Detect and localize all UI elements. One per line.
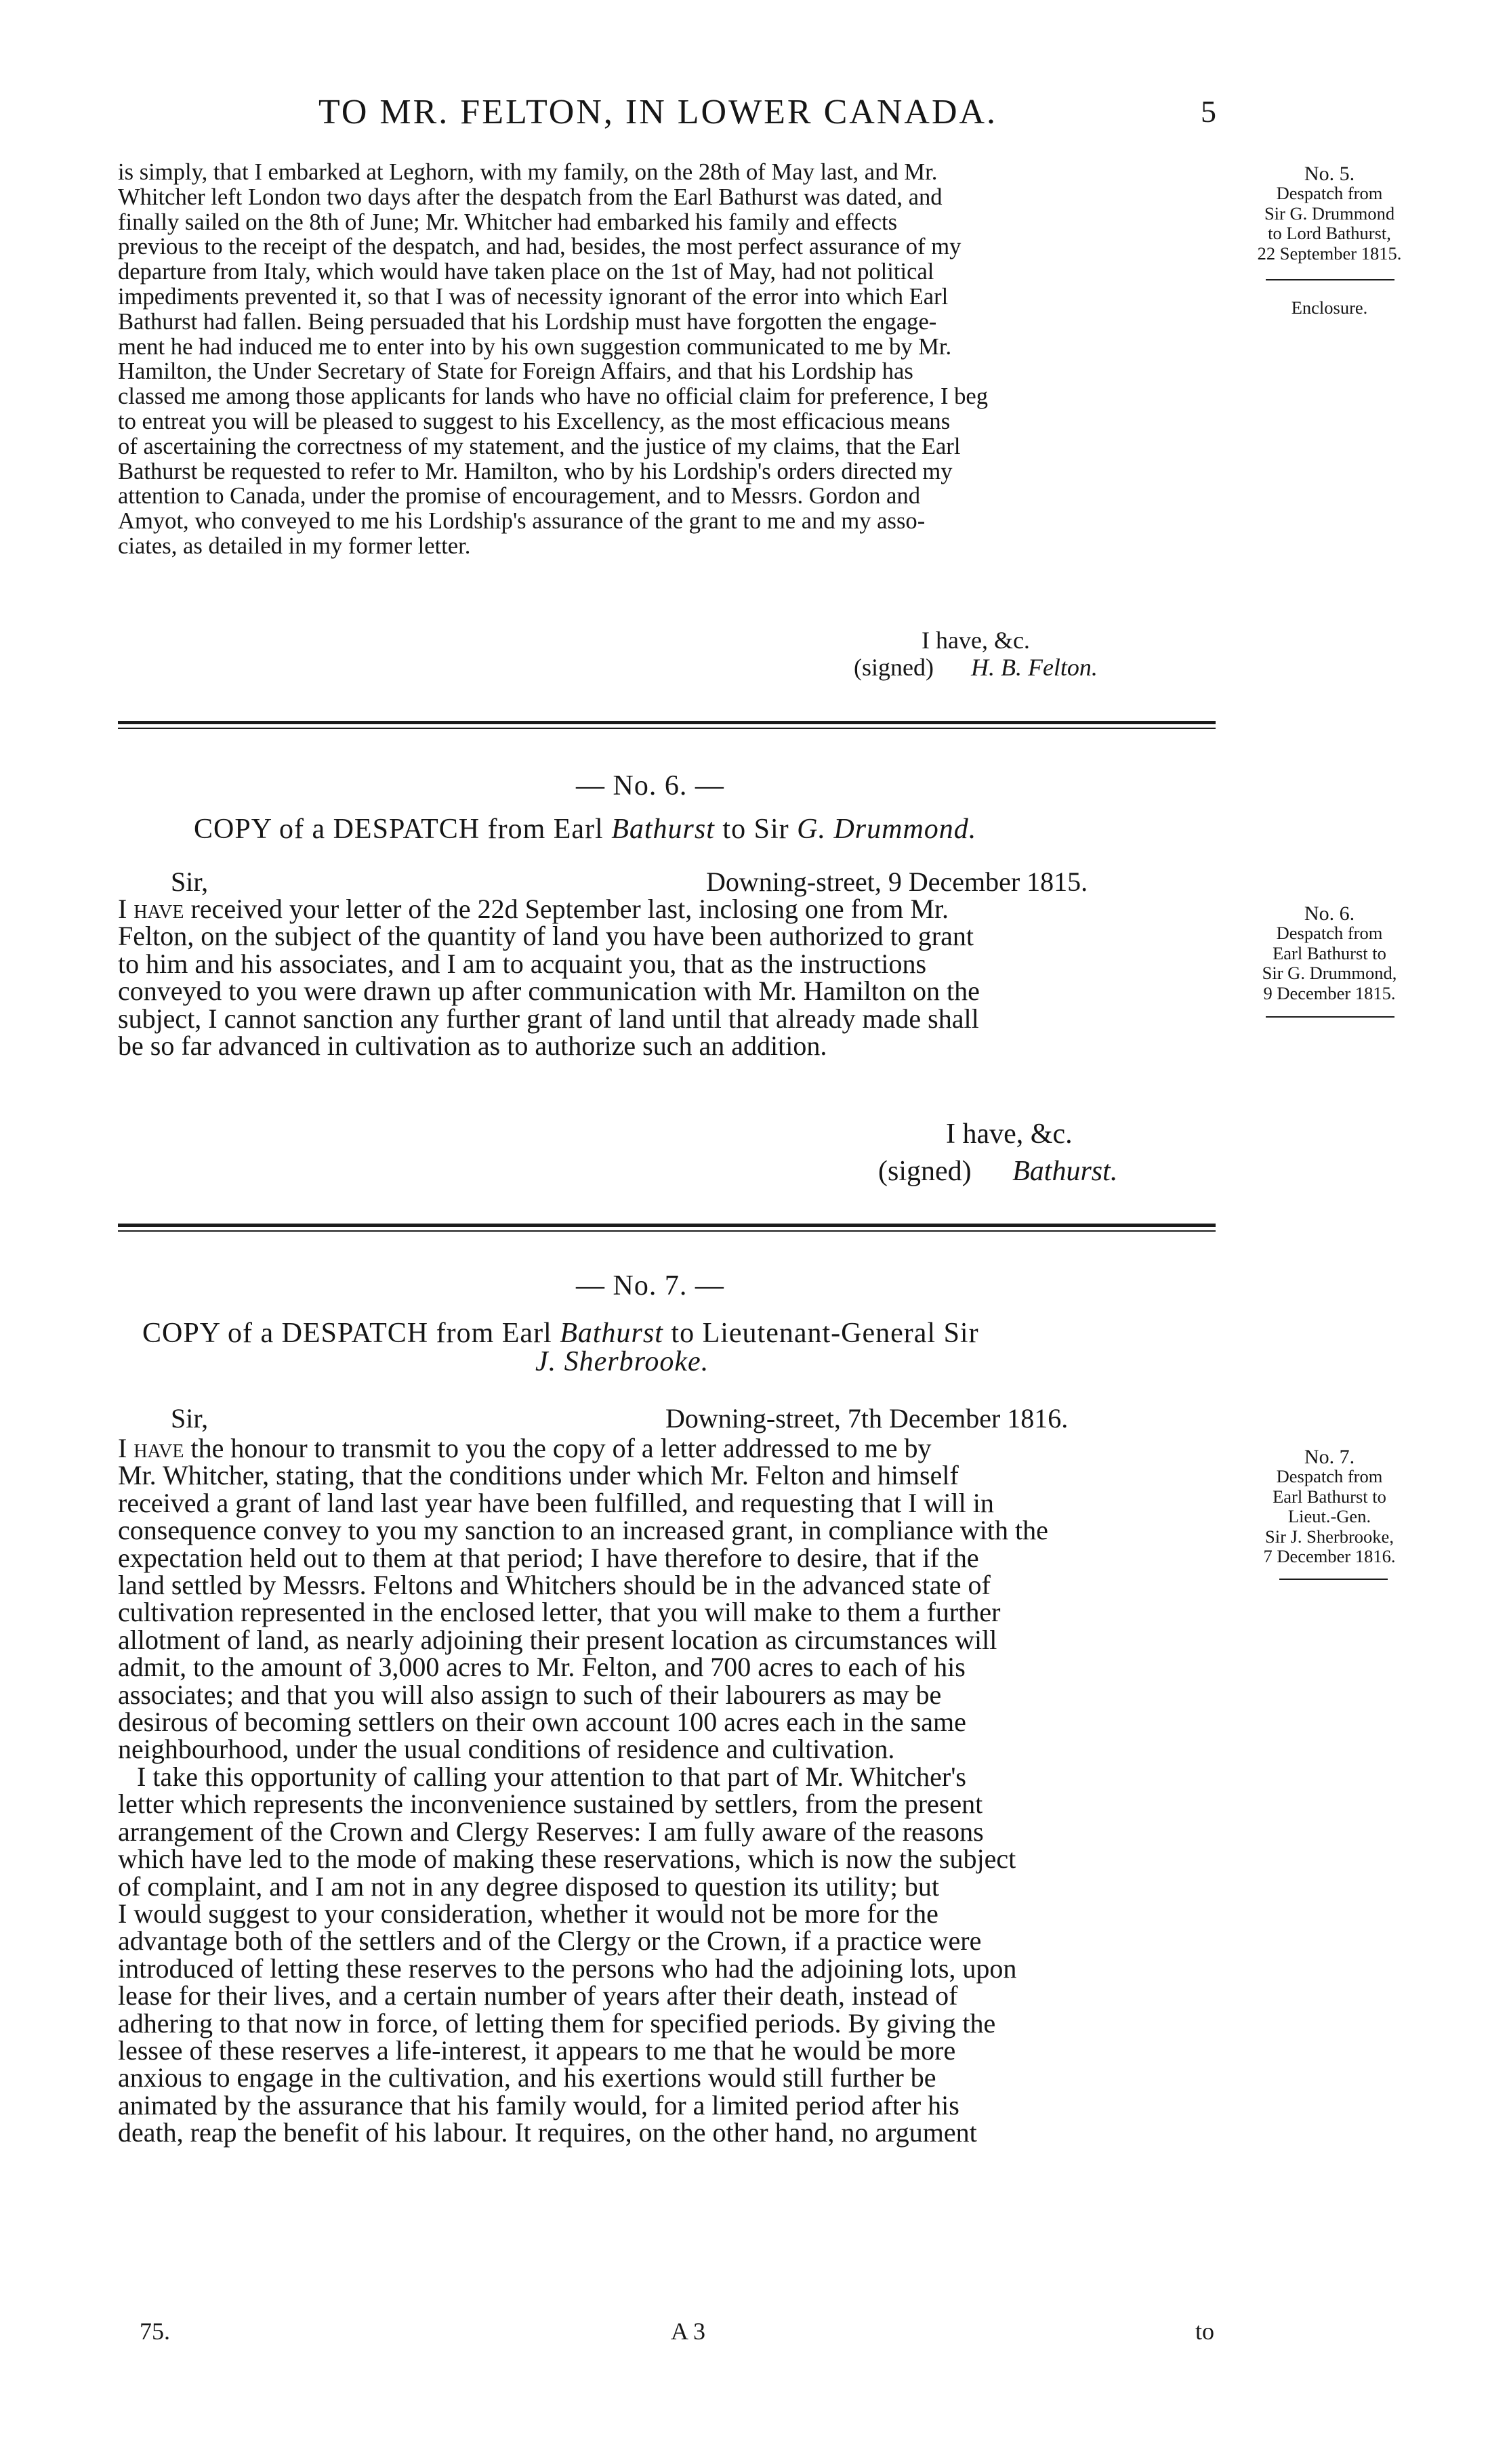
signature-mark: A 3 [671, 2318, 706, 2345]
section-6-closing: I have, &c. [946, 1119, 1073, 1150]
margin-note-line: to Lord Bathurst, [1268, 223, 1391, 244]
text-line: introduced of letting these reserves to the persons who had the adjoining lots, upon [118, 1953, 1017, 1984]
section-5-signature-line [854, 653, 1098, 682]
text-line [118, 896, 1213, 923]
text-line: to entreat you will be pleased to suggest to his Excellency, as the most efficacious means [118, 408, 951, 434]
text-line: of complaint, and I am not in any degree disposed to question its utility; but [118, 1871, 940, 1902]
heading-text: COPY of a DESPATCH from Earl [142, 1318, 552, 1349]
text-line: Hamilton, the Under Secretary of State for Foreign Affairs, and that his Lordship has [118, 358, 913, 385]
text-line: of ascertaining the correctness of my statement, and the justice of my claims, that the Earl [118, 433, 961, 459]
text-line: finally sailed on the 8th of June; Mr. Whitcher had embarked his family and effects [118, 209, 898, 235]
section-5-closing: I have, &c. [922, 627, 1030, 654]
heading-text: to Sir [722, 814, 789, 845]
text-line: is simply, that I embarked at Leghorn, with my family, on the 28th of May last, and Mr. [118, 159, 938, 185]
text-line: Amyot, who conveyed to me his Lordship's assurance of the grant to me and my asso- [118, 508, 926, 535]
text-line: cultivation represented in the enclosed letter, that you will make to them a further [118, 1597, 1001, 1628]
margin-divider [1266, 279, 1394, 280]
margin-note-line: 9 December 1815. [1263, 982, 1396, 1003]
text-line: allotment of land, as nearly adjoining their present location as circumstances will [118, 1624, 997, 1655]
margin-divider [1279, 1579, 1388, 1580]
heading-person: G. Drummond. [797, 814, 977, 845]
text-line: lease for their lives, and a certain number of years after their death, instead of [118, 1980, 958, 2011]
text-line: Bathurst be requested to refer to Mr. Hamilton, who by his Lordship's orders directed my [118, 458, 953, 484]
heading-person: J. Sherbrooke. [535, 1346, 709, 1377]
text-line: I would suggest to your consideration, whether it would not be more for the [118, 1898, 938, 1929]
text-line: desirous of becoming settlers on their own account 100 acres each in the same [118, 1707, 966, 1738]
text-line: impediments prevented it, so that I was of necessity ignorant of the error into which Earl [118, 283, 949, 310]
text-line: letter which represents the inconvenience sustained by settlers, from the present [118, 1789, 983, 1820]
text-line: arrangement of the Crown and Clergy Reserves: I am fully aware of the reasons [118, 1816, 984, 1847]
text-line: associates; and that you will also assign to such of their labourers as may be [118, 1679, 942, 1710]
section-5-body [118, 160, 1213, 559]
text-fragment: received your letter of the 22d September last, inclosing one from Mr. [190, 894, 949, 924]
margin-note-number: No. 6. [1304, 902, 1355, 925]
text-line: which have led to the mode of making these reservations, which is now the subject [118, 1843, 1016, 1875]
document-heading-6 [194, 813, 976, 845]
margin-note-line: Sir J. Sherbrooke, [1265, 1526, 1394, 1547]
heading-person: Bathurst [611, 814, 715, 845]
text-line: I take this opportunity of calling your attention to that part of Mr. Whitcher's [137, 1761, 966, 1792]
salutation-7: Sir, [171, 1403, 209, 1434]
text-fragment: the honour to transmit to you the copy of a letter addressed to me by [190, 1433, 932, 1463]
text-line: Whitcher left London two days after the despatch from the Earl Bathurst was dated, and [118, 184, 943, 210]
document-number-6: — No. 6. — [576, 770, 724, 801]
margin-note-line: Lieut.-Gen. [1287, 1506, 1371, 1527]
running-title: TO MR. FELTON, IN LOWER CANADA. [318, 93, 998, 131]
text-line: land settled by Messrs. Feltons and Whitchers should be in the advanced state of [118, 1570, 991, 1601]
folio-number: 75. [140, 2318, 170, 2345]
margin-note-7 [1228, 1447, 1431, 1566]
margin-note-6 [1228, 904, 1431, 1003]
catchword: to [1195, 2318, 1215, 2345]
margin-note-line: 7 December 1816. [1263, 1546, 1396, 1567]
text-line: ment he had induced me to enter into by his own suggestion communicated to me by Mr. [118, 333, 952, 360]
text-line: departure from Italy, which would have taken place on the 1st of May, had not political [118, 259, 934, 285]
opening-word: I have [118, 1433, 184, 1463]
margin-note-line: Earl Bathurst to [1273, 1486, 1386, 1507]
margin-note-line: Sir G. Drummond [1264, 203, 1395, 224]
section-divider [118, 1224, 1216, 1227]
page-number: 5 [1201, 94, 1216, 129]
text-line: Felton, on the subject of the quantity of land you have been authorized to grant [118, 921, 974, 952]
text-line: conveyed to you were drawn up after communication with Mr. Hamilton on the [118, 976, 980, 1007]
margin-note-line: Sir G. Drummond, [1262, 963, 1397, 984]
text-line: subject, I cannot sanction any further grant of land until that already made shall [118, 1003, 979, 1034]
margin-note-line: Despatch from [1276, 183, 1383, 204]
dateline-7: Downing-street, 7th December 1816. [665, 1403, 1069, 1434]
margin-note-line: Despatch from [1276, 923, 1383, 944]
margin-note-enclosure [1228, 298, 1431, 318]
text-line: ciates, as detailed in my former letter. [118, 533, 471, 559]
text-line: advantage both of the settlers and of the Clergy or the Crown, if a practice were [118, 1925, 982, 1957]
text-line: previous to the receipt of the despatch, and had, besides, the most perfect assurance of my [118, 234, 962, 260]
margin-note-line: 22 September 1815. [1257, 243, 1402, 264]
margin-note-number: No. 5. [1304, 163, 1355, 185]
signed-label: (signed) [854, 654, 934, 681]
text-line: received a grant of land last year have been fulfilled, and requesting that I will in [118, 1487, 994, 1518]
heading-person: Bathurst [560, 1318, 663, 1349]
signature: Bathurst. [1012, 1156, 1118, 1187]
section-6-signature-line [878, 1155, 1117, 1188]
text-line: be so far advanced in cultivation as to authorize such an addition. [118, 1030, 827, 1062]
heading-text: to Lieutenant-General Sir [671, 1318, 979, 1349]
text-line: anxious to engage in the cultivation, and his exertions would still further be [118, 2062, 936, 2093]
dateline-6: Downing-street, 9 December 1815. [706, 866, 1088, 897]
margin-note-5 [1228, 164, 1431, 264]
salutation-6: Sir, [171, 866, 209, 897]
text-line: to him and his associates, and I am to acquaint you, that as the instructions [118, 948, 927, 979]
text-line [118, 1435, 1213, 1462]
text-line: adhering to that now in force, of letting them for specified periods. By giving the [118, 2007, 996, 2039]
margin-divider [1266, 1016, 1394, 1018]
text-line: lessee of these reserves a life-interest, it appears to me that he would be more [118, 2034, 956, 2066]
margin-note-line: Despatch from [1276, 1466, 1383, 1487]
text-line: death, reap the benefit of his labour. It requires, on the other hand, no argument [118, 2117, 977, 2148]
signature: H. B. Felton. [970, 654, 1098, 681]
text-line: admit, to the amount of 3,000 acres to Mr. Felton, and 700 acres to each of his [118, 1652, 966, 1683]
text-line: Bathurst had fallen. Being persuaded that his Lordship must have forgotten the engage- [118, 308, 937, 335]
text-line: expectation held out to them at that period; I have therefore to desire, that if the [118, 1542, 979, 1573]
text-line: Mr. Whitcher, stating, that the conditions under which Mr. Felton and himself [118, 1460, 959, 1491]
document-number-7: — No. 7. — [576, 1270, 724, 1301]
opening-word: I have [118, 894, 184, 924]
text-line: consequence convey to you my sanction to an increased grant, in compliance with the [118, 1515, 1048, 1546]
heading-text: COPY of a DESPATCH from Earl [194, 814, 604, 845]
section-divider [118, 1230, 1216, 1232]
margin-note-number: No. 7. [1304, 1446, 1355, 1468]
text-line: attention to Canada, under the promise of encouragement, and to Messrs. Gordon and [118, 483, 920, 509]
enclosure-label: Enclosure. [1291, 297, 1368, 318]
text-line: animated by the assurance that his family would, for a limited period after his [118, 2089, 959, 2121]
document-heading-7 [142, 1317, 979, 1350]
signed-label: (signed) [878, 1156, 972, 1187]
section-divider [118, 728, 1216, 729]
text-line: neighbourhood, under the usual conditions of residence and cultivation. [118, 1734, 895, 1765]
text-line: classed me among those applicants for lands who have no official claim for preference, I beg [118, 383, 989, 410]
section-7-body [118, 1435, 1213, 2147]
section-divider [118, 721, 1216, 724]
margin-note-line: Earl Bathurst to [1273, 942, 1386, 963]
section-6-body [118, 896, 1213, 1060]
